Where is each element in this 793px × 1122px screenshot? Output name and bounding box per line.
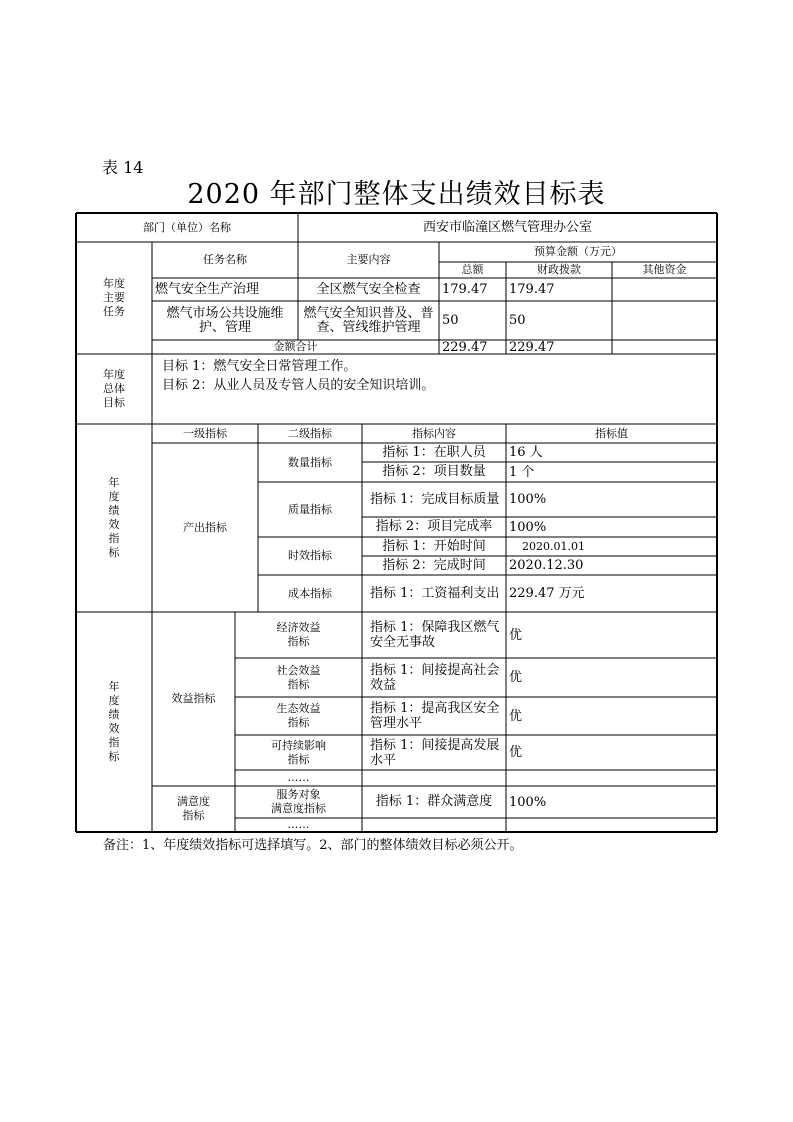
tasks-row-label: 年度 主要 任务 — [103, 277, 125, 318]
social-benefit-content: 指标 1：间接提高社会效益 — [370, 662, 500, 693]
quality-indicator-label: 质量指标 — [288, 502, 332, 516]
economic-benefit-value: 优 — [509, 627, 523, 643]
task-content-header: 主要内容 — [346, 253, 391, 266]
quality-value-2: 100% — [509, 519, 547, 535]
ecological-benefit-value: 优 — [509, 708, 523, 724]
task-name-header: 任务名称 — [203, 253, 247, 266]
goal-2: 目标 2：从业人员及专管人员的安全知识培训。 — [162, 378, 435, 393]
content-header: 指标内容 — [412, 426, 456, 440]
economic-benefit-label: 经济效益 指标 — [276, 621, 321, 648]
task-content-1: 全区燃气安全检查 — [316, 281, 421, 297]
sustainability-value: 优 — [509, 745, 523, 760]
task-name-2: 燃气市场公共设施维护、管理 — [166, 305, 284, 335]
service-satisfaction-label: 服务对象 满意度指标 — [271, 788, 326, 815]
timeliness-content-1: 指标 1：开始时间 — [382, 538, 486, 554]
benefit-ellipsis: …… — [287, 771, 310, 784]
goal-1: 目标 1：燃气安全日常管理工作。 — [162, 359, 357, 374]
page-title: 2020 年部门整体支出绩效目标表 — [187, 179, 606, 210]
sustainability-content: 指标 1：间接提高发展水平 — [370, 737, 500, 768]
task-other-1 — [612, 278, 717, 301]
quantity-indicator-label: 数量指标 — [288, 455, 332, 469]
satisfaction-indicator-label: 满意度 指标 — [177, 795, 210, 822]
service-satisfaction-value: 100% — [509, 794, 547, 810]
sum-total: 229.47 — [442, 339, 488, 355]
timeliness-content-2: 指标 2：完成时间 — [382, 557, 486, 573]
quantity-value-2: 1 个 — [509, 464, 535, 480]
task-fiscal-2: 50 — [509, 313, 526, 328]
dept-name-value: 西安市临潼区燃气管理办公室 — [422, 219, 592, 235]
sum-fiscal: 229.47 — [509, 339, 555, 355]
sustainability-label: 可持续影响 指标 — [271, 738, 326, 766]
indicators-row-label-2: 年 度 绩 效 指 标 — [108, 680, 120, 763]
timeliness-value-2: 2020.12.30 — [509, 558, 584, 573]
economic-benefit-content: 指标 1：保障我区燃气安全无事故 — [370, 620, 500, 650]
timeliness-indicator-label: 时效指标 — [288, 549, 332, 562]
budget-other-header: 其他资金 — [642, 263, 687, 276]
quality-content-1: 指标 1：完成目标质量 — [370, 492, 500, 507]
cost-value-1: 229.47 万元 — [509, 586, 585, 601]
indicators-row-label-1: 年 度 绩 效 指 标 — [108, 476, 120, 559]
quantity-content-2: 指标 2：项目数量 — [382, 464, 486, 479]
quantity-content-1: 指标 1：在职人员 — [382, 444, 486, 460]
budget-total-header: 总额 — [461, 263, 484, 276]
task-total-1: 179.47 — [442, 282, 488, 297]
quality-content-2: 指标 2：项目完成率 — [375, 519, 493, 534]
timeliness-value-1: 2020.01.01 — [522, 540, 585, 553]
output-indicator-label: 产出指标 — [183, 520, 227, 534]
task-name-1: 燃气安全生产治理 — [155, 282, 260, 297]
task-total-2: 50 — [442, 313, 459, 328]
table-number: 表 14 — [102, 158, 144, 177]
service-satisfaction-content: 指标 1：群众满意度 — [375, 794, 493, 809]
social-benefit-label: 社会效益 指标 — [276, 663, 321, 691]
level2-header: 二级指标 — [288, 426, 332, 440]
social-benefit-value: 优 — [509, 670, 523, 685]
footnote: 备注：1、年度绩效指标可选择填写。2、部门的整体绩效目标必须公开。 — [103, 838, 523, 853]
budget-fiscal-header: 财政拨款 — [537, 263, 581, 276]
ecological-benefit-label: 生态效益 指标 — [276, 702, 321, 729]
level1-header: 一级指标 — [183, 426, 227, 440]
task-fiscal-1: 179.47 — [509, 282, 555, 297]
quantity-value-1: 16 人 — [509, 445, 543, 460]
dept-name-label: 部门（单位）名称 — [143, 220, 231, 234]
quality-value-1: 100% — [509, 492, 547, 507]
cost-indicator-label: 成本指标 — [288, 586, 332, 600]
budget-header: 预算金额（万元） — [534, 245, 622, 258]
task-content-2: 燃气安全知识普及、普查、管线维护管理 — [303, 305, 434, 335]
satisfaction-ellipsis: …… — [287, 818, 310, 831]
goals-text — [162, 357, 434, 395]
sum-label: 金额合计 — [273, 340, 318, 353]
value-header: 指标值 — [595, 426, 628, 440]
ecological-benefit-content: 指标 1：提高我区安全管理水平 — [370, 701, 500, 731]
goals-row-label: 年度 总体 目标 — [103, 368, 125, 409]
task-other-2 — [612, 301, 717, 340]
cost-content-1: 指标 1：工资福利支出 — [370, 586, 500, 601]
benefit-indicator-label: 效益指标 — [171, 692, 216, 705]
